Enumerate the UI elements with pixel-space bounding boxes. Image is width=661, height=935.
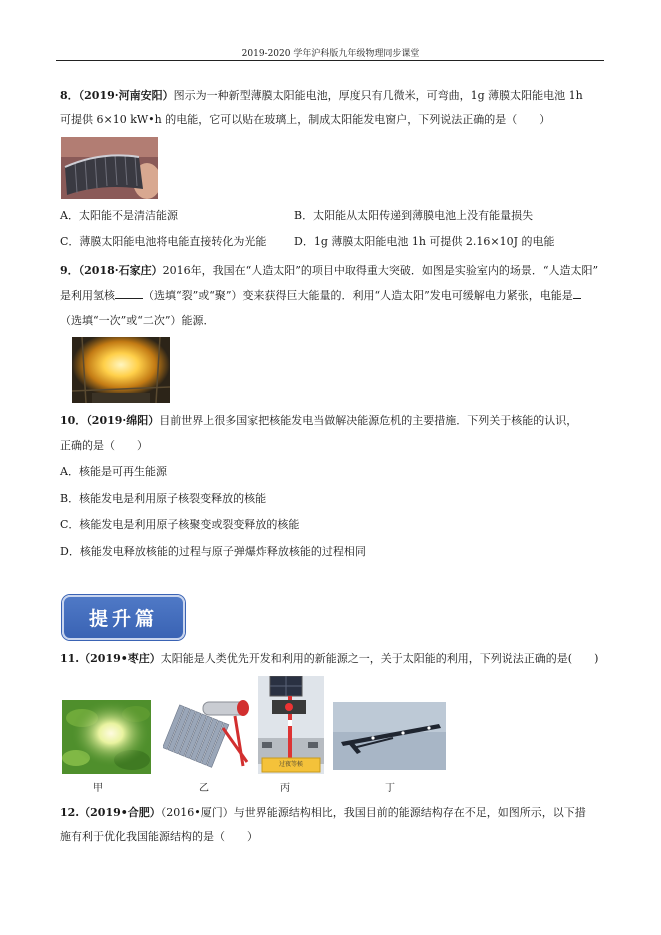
q10-source: （2019·绵阳） — [86, 414, 160, 427]
q12-line-1 — [60, 805, 586, 821]
q11-bing-sign-text: 过夜等候 — [278, 761, 303, 768]
q9-number: 9． — [60, 264, 79, 277]
q10-option-d: D．核能发电释放核能的过程与原子弹爆炸释放核能的过程相同 — [60, 545, 366, 558]
q10-option-a: A．核能是可再生能源 — [60, 465, 167, 478]
page-header: 2019-2020 学年沪科版九年级物理同步课堂 — [241, 49, 420, 59]
q8-stem-2: 可提供 6×10 kW•h 的电能，它可以贴在玻璃上，制成太阳能发电窗户，下列说法正确的是（ ） — [60, 113, 551, 126]
q9-blank-1 — [115, 288, 143, 299]
q11-caption-ding: 丁 — [385, 783, 395, 794]
q9-stem-1: 2016年，我国在“人造太阳”的项目中取得重大突破．如图是实验室内的场景．“人造太阳” — [162, 264, 599, 277]
q10-line-1 — [60, 413, 577, 429]
q9-stem-3: （选填“一次”或“二次”）能源． — [60, 314, 215, 327]
q11-image-bing-solar-light — [258, 676, 324, 774]
q8-option-c: C．薄膜太阳能电池将电能直接转化为光能 — [60, 235, 267, 248]
q8-option-d: D．1g 薄膜太阳能电池 1h 可提供 2.16×10J 的电能 — [294, 235, 555, 248]
q11-line-1 — [60, 651, 598, 667]
q11-number: 11. — [60, 652, 80, 665]
q11-caption-jia: 甲 — [93, 783, 103, 794]
q8-option-b: B．太阳能从太阳传递到薄膜电池上没有能量损失 — [294, 209, 534, 222]
q10-option-c: C．核能发电是利用原子核聚变或裂变释放的核能 — [60, 518, 300, 531]
q9-stem-2a: 是利用氢核 — [60, 289, 115, 302]
q9-stem-2b: （选填“裂”或“聚”）变来获得巨大能量的．利用“人造太阳”发电可缓解电力紧张，电能是 — [143, 289, 573, 302]
q12-stem-2: 施有利于优化我国能源结构的是（ ） — [60, 830, 258, 843]
q8-solar-film-image — [61, 137, 158, 199]
q12-number: 12. — [60, 806, 80, 819]
q9-blank-2 — [573, 288, 581, 299]
header-divider — [56, 60, 604, 61]
section-banner: 提升篇 — [62, 595, 185, 640]
q11-source: （2019•枣庄） — [79, 652, 161, 665]
q8-number: 8． — [60, 89, 79, 102]
q9-source: （2018·石家庄） — [78, 264, 163, 277]
q11-stem-1: 太阳能是人类优先开发和利用的新能源之一，关于太阳能的利用，下列说法正确的是( ) — [160, 652, 599, 665]
q8-source: （2019·河南安阳） — [78, 89, 174, 102]
q12-source: （2019•合肥） — [79, 806, 161, 819]
q11-caption-yi: 乙 — [199, 783, 209, 794]
q10-stem-1: 目前世界上很多国家把核能发电当做解决能源危机的主要措施．下列关于核能的认识， — [159, 414, 578, 427]
q8-option-a: A．太阳能不是清洁能源 — [60, 209, 178, 222]
q11-image-yi-water-heater — [163, 688, 253, 772]
q10-option-b: B．核能发电是利用原子核裂变释放的核能 — [60, 492, 267, 505]
q9-artificial-sun-image — [72, 337, 170, 403]
q8-stem-1: 图示为一种新型薄膜太阳能电池，厚度只有几微米，可弯曲，1g 薄膜太阳能电池 1h — [173, 89, 583, 102]
q11-image-ding-solar-plane — [333, 702, 446, 770]
q12-stem-1: （2016•厦门）与世界能源结构相比，我国目前的能源结构存在不足，如图所示，以下措 — [160, 806, 586, 819]
q10-stem-2: 正确的是（ ） — [60, 439, 148, 452]
q10-number: 10． — [60, 414, 87, 427]
q11-caption-bing: 丙 — [280, 783, 290, 794]
q9-line-2 — [60, 288, 581, 304]
q9-line-1 — [60, 263, 598, 279]
q8-line-1 — [60, 88, 583, 104]
q11-image-jia-sunlight — [62, 700, 151, 774]
